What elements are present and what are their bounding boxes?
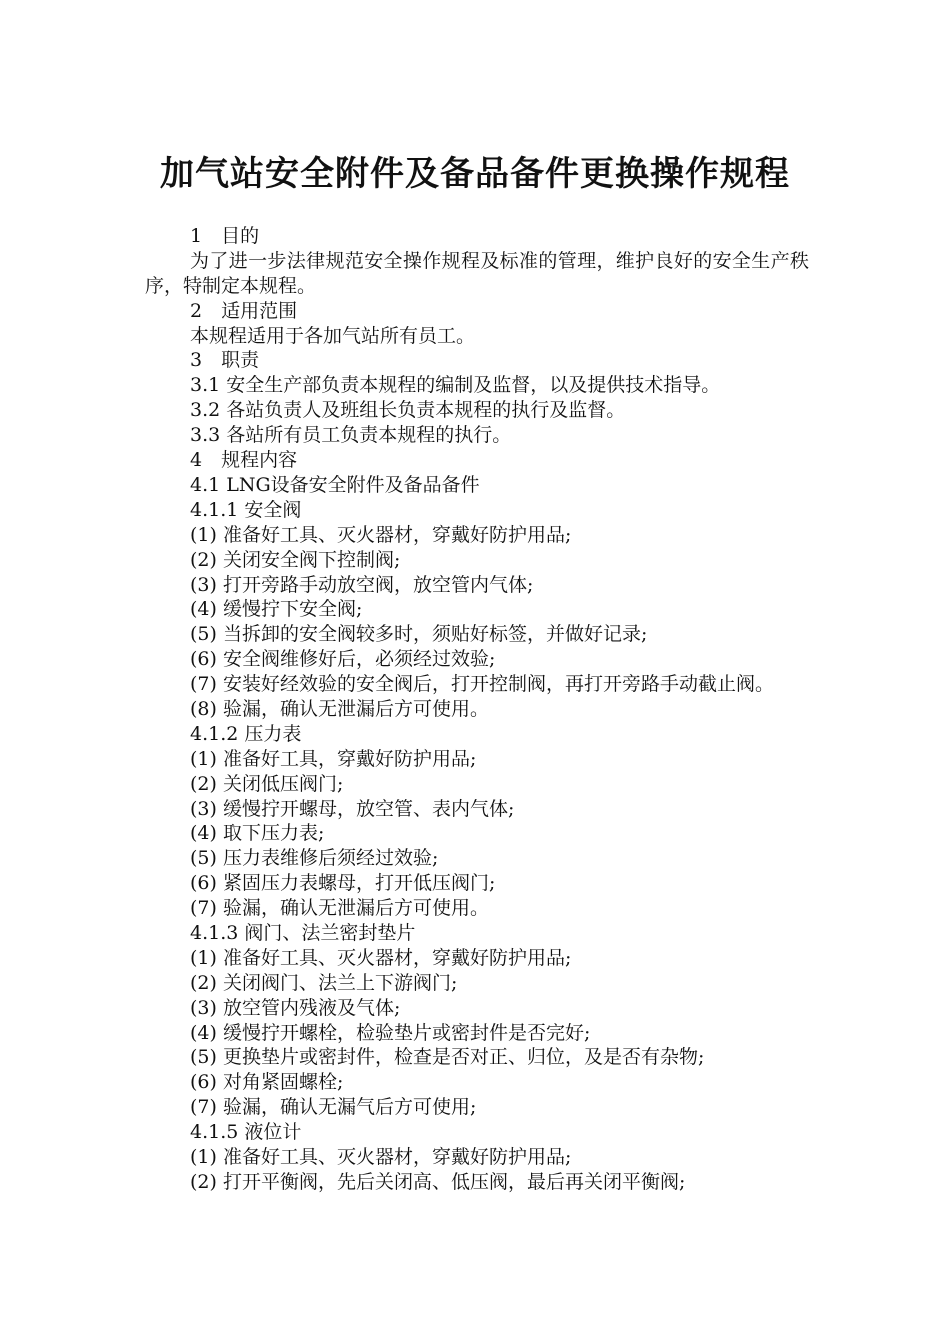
step-item: (6) 对角紧固螺栓; xyxy=(190,1071,344,1094)
step-item: (1) 准备好工具，穿戴好防护用品; xyxy=(190,747,477,770)
step-item: (5) 更换垫片或密封件，检查是否对正、归位，及是否有杂物; xyxy=(190,1046,705,1069)
paragraph-purpose: 为了进一步法律规范安全操作规程及标准的管理，维护良好的安全生产秩序，特制定本规程。 xyxy=(145,249,809,297)
section-heading-scope: 2 适用范围 xyxy=(190,299,298,322)
step-item: (2) 关闭低压阀门; xyxy=(190,772,344,795)
section-heading-purpose: 1 目的 xyxy=(190,225,260,247)
duty-item: 3.3 各站所有员工负责本规程的执行。 xyxy=(190,424,512,447)
duty-item: 3.1 安全生产部负责本规程的编制及监督，以及提供技术指导。 xyxy=(190,374,721,397)
step-item: (4) 取下压力表; xyxy=(190,822,325,845)
step-item: (4) 缓慢拧下安全阀; xyxy=(190,598,363,621)
step-item: (3) 放空管内残液及气体; xyxy=(190,996,401,1019)
step-item: (2) 打开平衡阀，先后关闭高、低压阀，最后再关闭平衡阀; xyxy=(190,1170,686,1193)
step-item: (6) 紧固压力表螺母，打开低压阀门; xyxy=(190,872,496,895)
subsection-heading-valve-gasket: 4.1.3 阀门、法兰密封垫片 xyxy=(190,921,416,944)
step-item: (5) 压力表维修后须经过效验; xyxy=(190,847,439,870)
step-item: (7) 验漏，确认无泄漏后方可使用。 xyxy=(190,897,489,920)
subsection-heading-pressure-gauge: 4.1.2 压力表 xyxy=(190,722,302,745)
step-item: (6) 安全阀维修好后，必须经过效验; xyxy=(190,648,496,671)
step-item: (4) 缓慢拧开螺栓，检验垫片或密封件是否完好; xyxy=(190,1021,591,1044)
step-item: (7) 安装好经效验的安全阀后，打开控制阀，再打开旁路手动截止阀。 xyxy=(190,673,774,696)
paragraph-scope: 本规程适用于各加气站所有员工。 xyxy=(190,324,476,347)
step-item: (7) 验漏，确认无漏气后方可使用; xyxy=(190,1096,477,1119)
step-item: (3) 缓慢拧开螺母，放空管、表内气体; xyxy=(190,797,515,820)
section-heading-content: 4 规程内容 xyxy=(190,449,298,472)
step-item: (2) 关闭阀门、法兰上下游阀门; xyxy=(190,971,458,994)
duty-item: 3.2 各站负责人及班组长负责本规程的执行及监督。 xyxy=(190,399,626,422)
document-body xyxy=(145,224,809,1195)
step-item: (5) 当拆卸的安全阀较多时，须贴好标签，并做好记录; xyxy=(190,623,648,646)
step-item: (2) 关闭安全阀下控制阀; xyxy=(190,548,401,571)
document-title: 加气站安全附件及备品备件更换操作规程 xyxy=(160,154,790,194)
step-item: (8) 验漏，确认无泄漏后方可使用。 xyxy=(190,697,489,720)
subsection-heading-level-gauge: 4.1.5 液位计 xyxy=(190,1121,302,1144)
subsection-heading: 4.1 LNG设备安全附件及备品备件 xyxy=(190,473,480,496)
step-item: (1) 准备好工具、灭火器材，穿戴好防护用品; xyxy=(190,1146,572,1168)
step-item: (3) 打开旁路手动放空阀，放空管内气体; xyxy=(190,573,534,596)
step-item: (1) 准备好工具、灭火器材，穿戴好防护用品; xyxy=(190,946,572,969)
subsection-heading-safety-valve: 4.1.1 安全阀 xyxy=(190,498,302,521)
step-item: (1) 准备好工具、灭火器材，穿戴好防护用品; xyxy=(190,523,572,546)
section-heading-duties: 3 职责 xyxy=(190,349,260,372)
